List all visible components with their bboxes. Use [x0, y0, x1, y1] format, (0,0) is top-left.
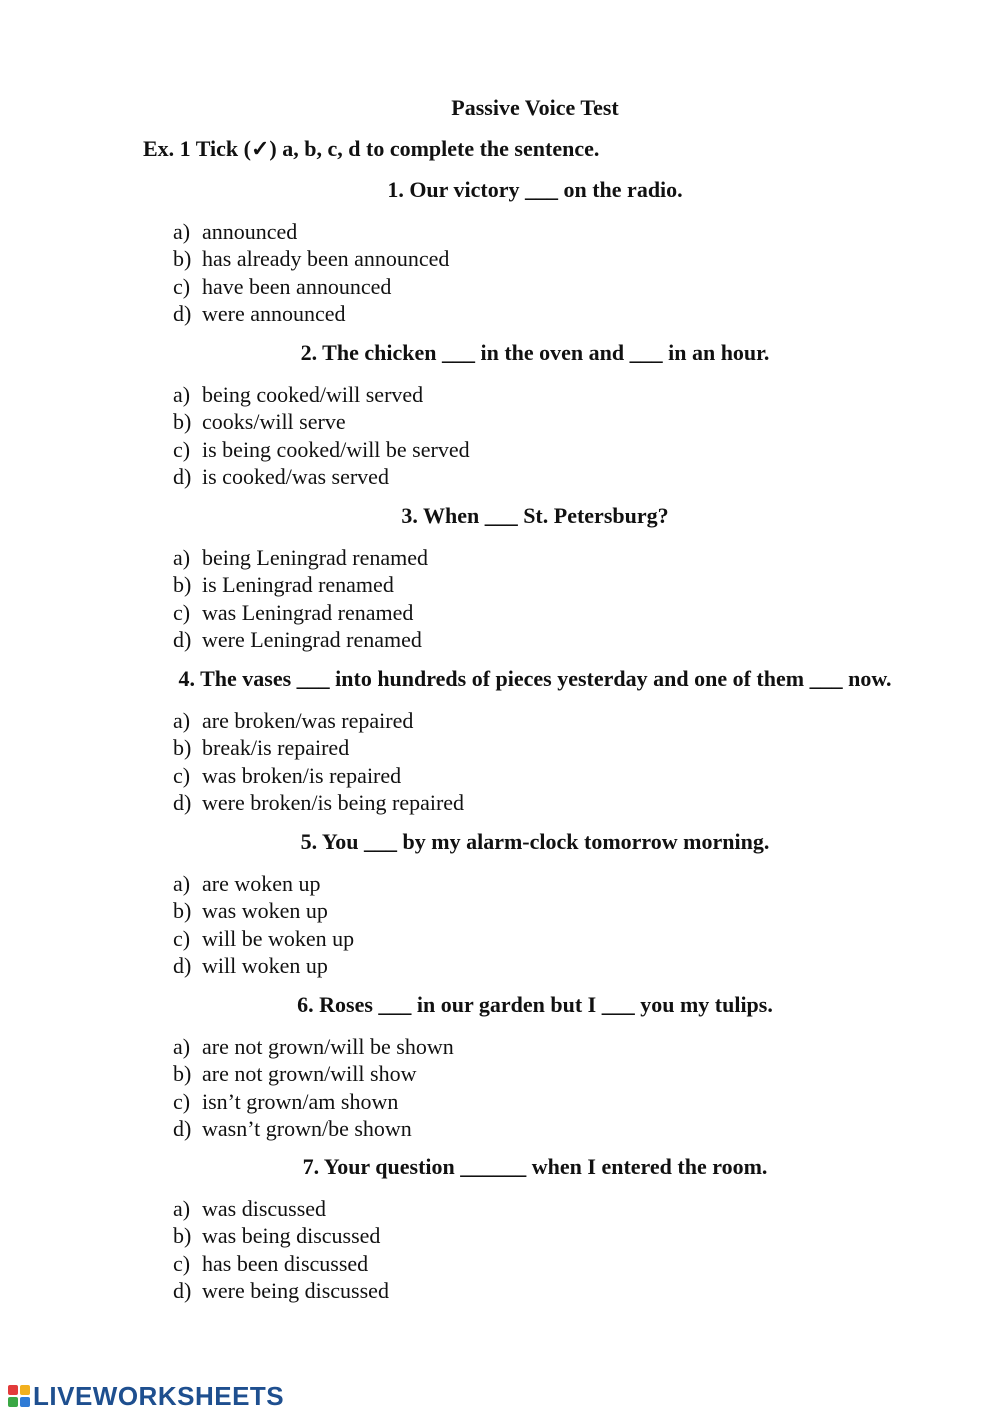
option-text: is cooked/was served: [202, 463, 389, 489]
question-1-options: [173, 218, 449, 327]
page-title: Passive Voice Test: [451, 95, 619, 120]
option-text: are not grown/will be shown: [202, 1034, 454, 1059]
option-6d[interactable]: [173, 1115, 454, 1142]
option-text: break/is repaired: [202, 735, 350, 761]
question-2: 2. The chicken ___ in the oven and ___ in an hour.: [300, 340, 770, 365]
option-2a[interactable]: [173, 381, 470, 408]
option-1a[interactable]: [173, 218, 449, 245]
option-letter: c): [173, 436, 191, 462]
option-text: is Leningrad renamed: [202, 572, 394, 598]
option-letter: a): [173, 871, 191, 896]
option-text: are not grown/will show: [202, 1061, 417, 1087]
option-text: are woken up: [202, 871, 321, 896]
question-6-options: [173, 1033, 454, 1142]
option-letter: b): [173, 1223, 192, 1249]
liveworksheets-logo-icon: [8, 1385, 30, 1407]
option-letter: d): [173, 952, 192, 978]
option-4b[interactable]: [173, 734, 464, 761]
option-text: was woken up: [202, 898, 328, 924]
question-6: 6. Roses ___ in our garden but I ___ you my tulips.: [297, 992, 773, 1017]
option-letter: d): [173, 626, 192, 652]
option-letter: c): [173, 273, 191, 299]
option-letter: a): [173, 545, 191, 570]
question-3: 3. When ___ St. Petersburg?: [401, 503, 669, 528]
option-1b[interactable]: [173, 245, 449, 272]
option-letter: d): [173, 1277, 192, 1303]
option-3a[interactable]: [173, 544, 428, 571]
option-text: being cooked/will served: [202, 382, 424, 407]
option-3d[interactable]: [173, 626, 428, 653]
option-letter: c): [173, 925, 191, 951]
option-text: has already been announced: [202, 246, 450, 272]
option-letter: b): [173, 1061, 192, 1087]
option-7b[interactable]: [173, 1222, 389, 1249]
option-6b[interactable]: [173, 1060, 454, 1087]
option-text: wasn’t grown/be shown: [202, 1115, 412, 1141]
option-letter: a): [173, 1034, 191, 1059]
option-text: has been discussed: [202, 1250, 369, 1276]
question-3-options: [173, 544, 428, 653]
option-4c[interactable]: [173, 762, 464, 789]
option-text: announced: [202, 219, 298, 244]
question-2-options: [173, 381, 470, 490]
question-1: 1. Our victory ___ on the radio.: [387, 177, 683, 202]
option-letter: a): [173, 1196, 191, 1221]
option-text: isn’t grown/am shown: [202, 1088, 399, 1114]
option-letter: b): [173, 572, 192, 598]
question-5-options: [173, 870, 354, 979]
option-letter: c): [173, 599, 191, 625]
option-text: have been announced: [202, 273, 392, 299]
option-7c[interactable]: [173, 1250, 389, 1277]
option-letter: c): [173, 1250, 191, 1276]
option-letter: b): [173, 409, 192, 435]
option-7d[interactable]: [173, 1277, 389, 1304]
option-letter: d): [173, 789, 192, 815]
option-2d[interactable]: [173, 463, 470, 490]
option-letter: b): [173, 898, 192, 924]
option-3b[interactable]: [173, 571, 428, 598]
liveworksheets-logo[interactable]: [8, 1381, 284, 1411]
option-letter: a): [173, 219, 191, 244]
option-text: will be woken up: [202, 925, 355, 951]
option-1d[interactable]: [173, 300, 449, 327]
option-4d[interactable]: [173, 789, 464, 816]
option-text: is being cooked/will be served: [202, 436, 470, 462]
option-5c[interactable]: [173, 925, 354, 952]
option-letter: c): [173, 1088, 191, 1114]
option-text: being Leningrad renamed: [202, 545, 429, 570]
option-4a[interactable]: [173, 707, 464, 734]
logo-text: LIVEWORKSHEETS: [33, 1380, 285, 1411]
option-5a[interactable]: [173, 870, 354, 897]
option-letter: b): [173, 246, 192, 272]
option-text: was being discussed: [202, 1223, 381, 1249]
option-letter: b): [173, 735, 192, 761]
option-6a[interactable]: [173, 1033, 454, 1060]
logo-square-green: [8, 1397, 18, 1407]
option-text: was broken/is repaired: [202, 762, 402, 788]
option-5b[interactable]: [173, 897, 354, 924]
question-7-options: [173, 1195, 389, 1304]
option-text: was discussed: [202, 1196, 327, 1221]
exercise-instruction: Ex. 1 Tick (✓) a, b, c, d to complete the sentence.: [143, 136, 600, 161]
logo-square-blue: [20, 1397, 30, 1407]
question-4: 4. The vases ___ into hundreds of pieces yesterday and one of them ___ now.: [178, 666, 892, 691]
option-text: will woken up: [202, 952, 328, 978]
option-text: were being discussed: [202, 1277, 389, 1303]
option-6c[interactable]: [173, 1088, 454, 1115]
option-letter: d): [173, 463, 192, 489]
question-5: 5. You ___ by my alarm-clock tomorrow morning.: [300, 829, 770, 854]
option-1c[interactable]: [173, 273, 449, 300]
question-7: 7. Your question ______ when I entered the room.: [302, 1154, 768, 1179]
logo-square-yellow: [20, 1385, 30, 1395]
option-text: cooks/will serve: [202, 409, 346, 435]
option-letter: a): [173, 382, 191, 407]
option-text: was Leningrad renamed: [202, 599, 414, 625]
option-letter: c): [173, 762, 191, 788]
option-2c[interactable]: [173, 436, 470, 463]
option-text: were announced: [202, 300, 346, 326]
option-3c[interactable]: [173, 599, 428, 626]
question-4-options: [173, 707, 464, 816]
option-7a[interactable]: [173, 1195, 389, 1222]
option-letter: d): [173, 1115, 192, 1141]
option-text: were broken/is being repaired: [202, 789, 465, 815]
option-letter: a): [173, 708, 191, 733]
option-text: were Leningrad renamed: [202, 626, 422, 652]
logo-square-red: [8, 1385, 18, 1395]
option-5d[interactable]: [173, 952, 354, 979]
option-letter: d): [173, 300, 192, 326]
option-text: are broken/was repaired: [202, 708, 414, 733]
option-2b[interactable]: [173, 408, 470, 435]
